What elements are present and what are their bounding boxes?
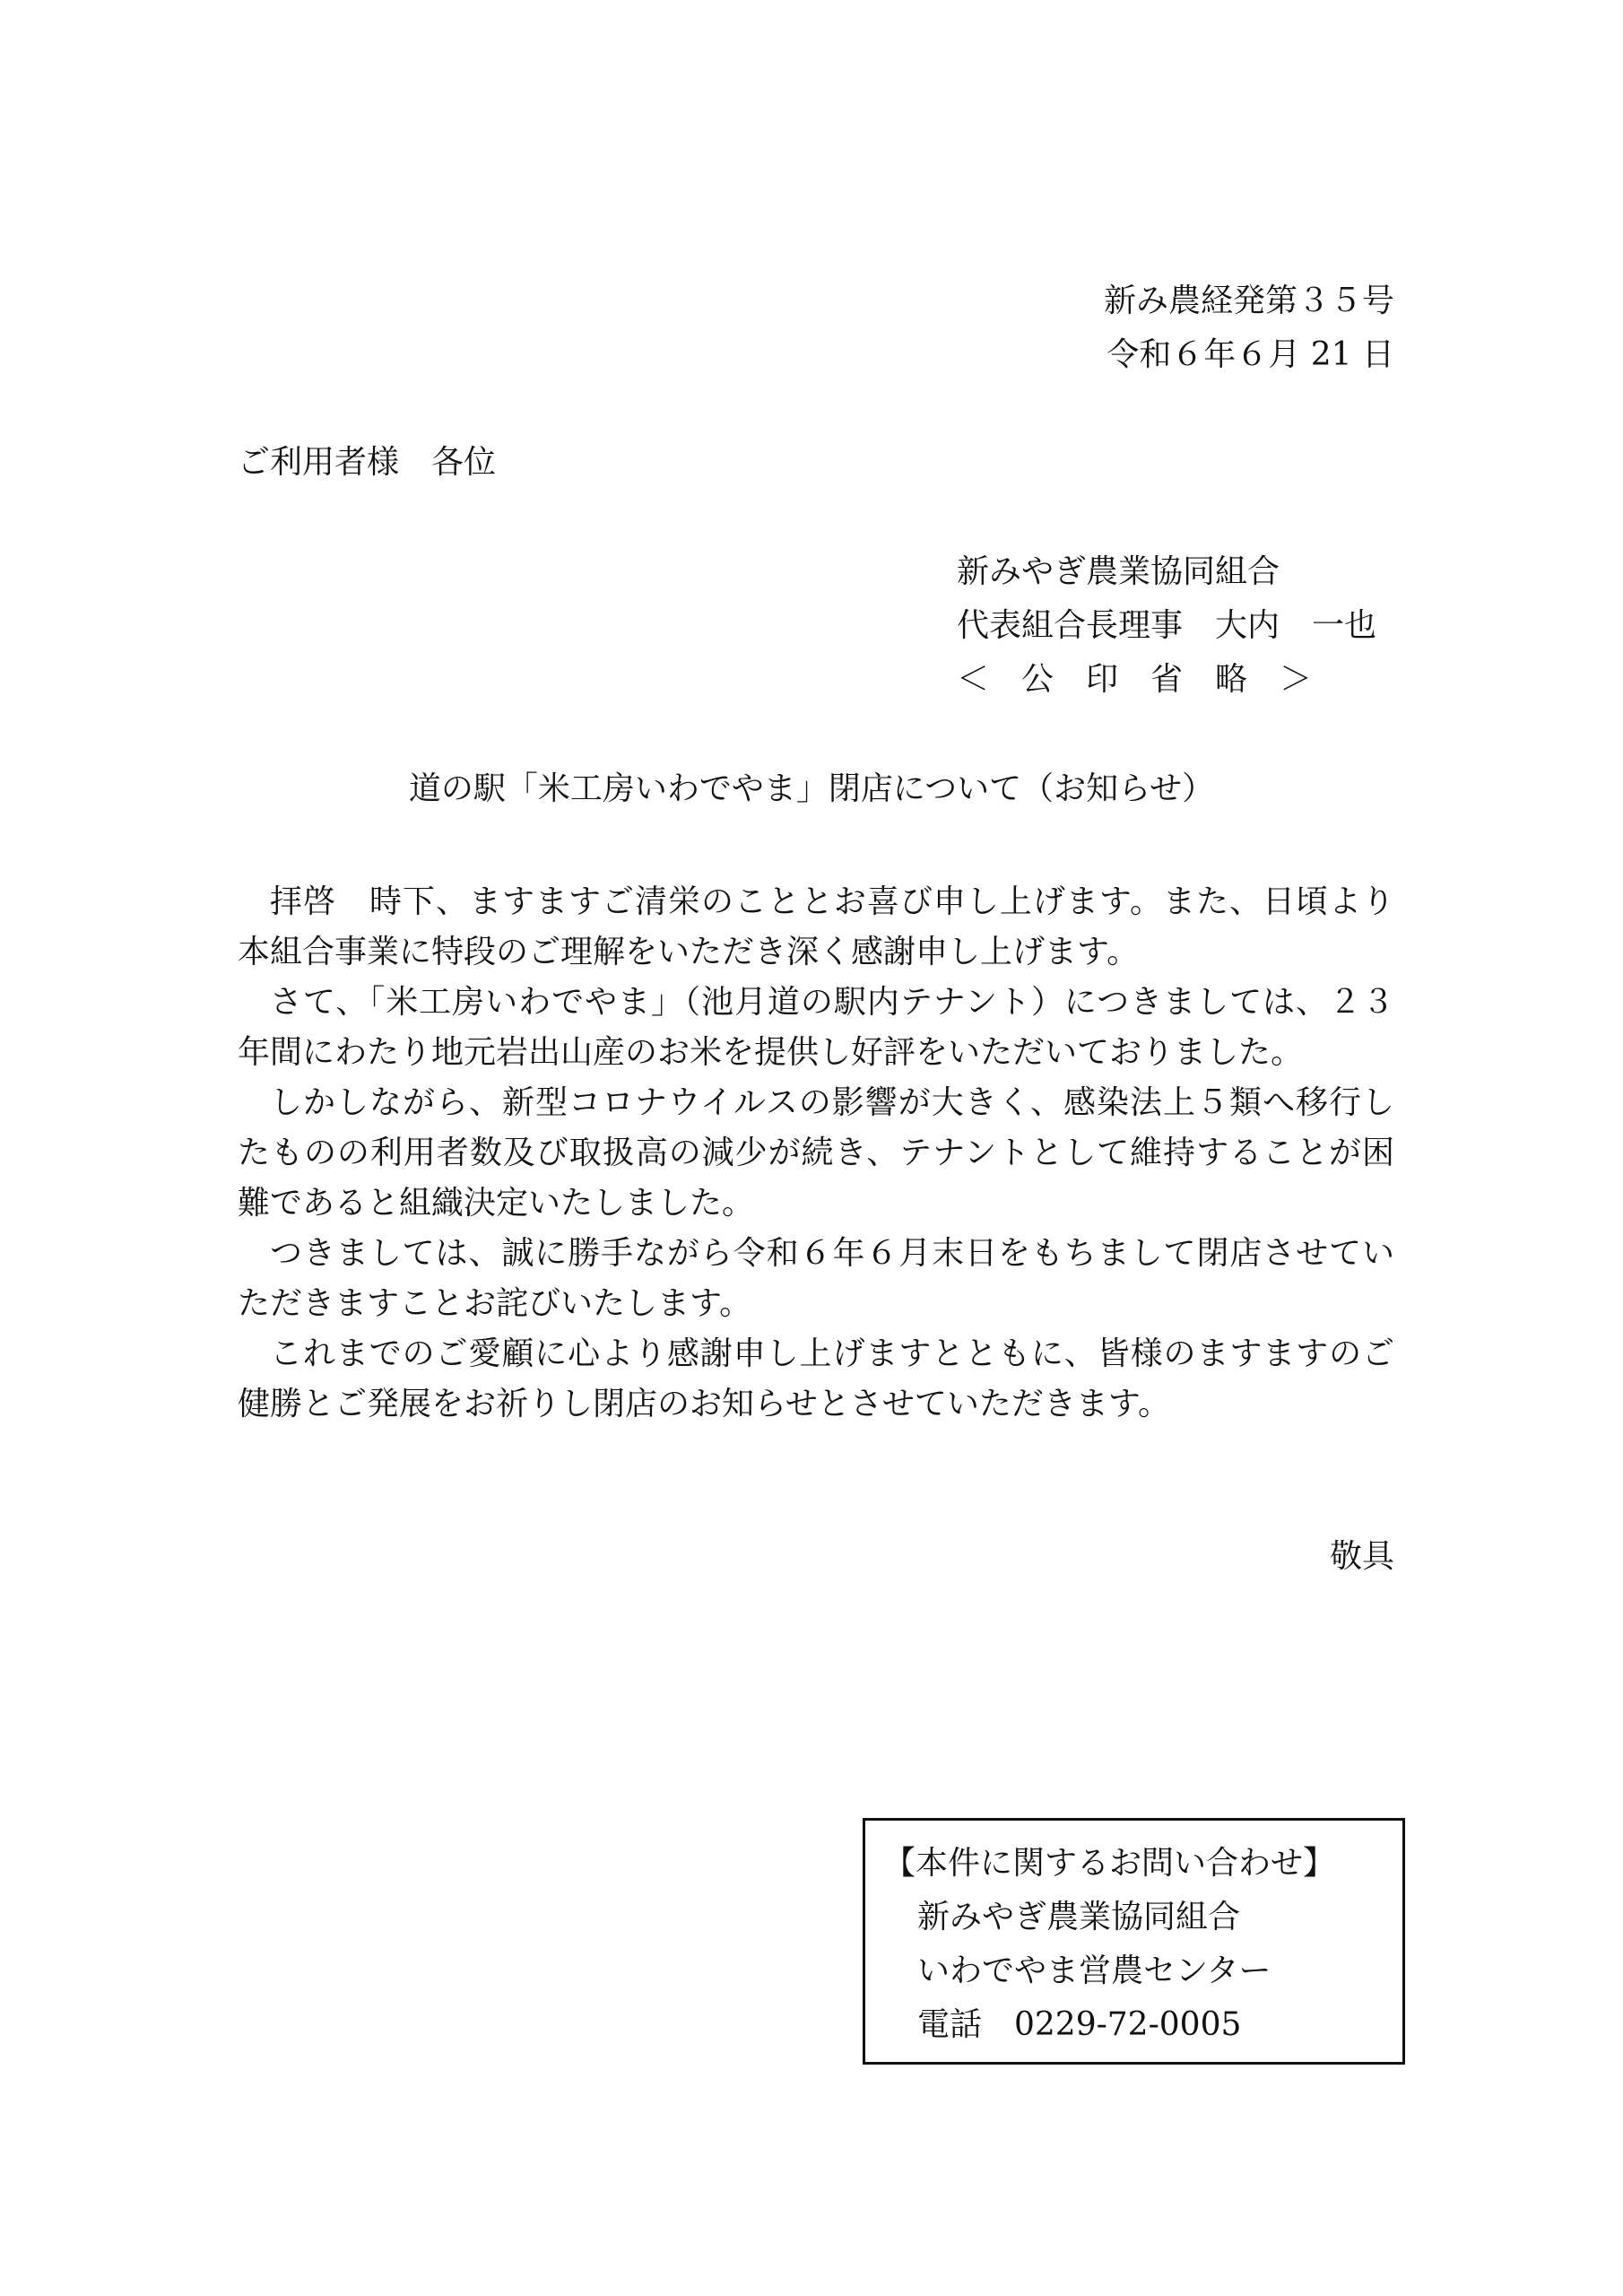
- sender-organization: 新みやぎ農業協同組合: [957, 553, 1280, 590]
- issue-date: 令和６年６月 21 日: [1107, 336, 1394, 373]
- body-paragraph: しかしながら、新型コロナウイルスの影響が大きく、感染法上５類へ移行したものの利用者数及び取扱高の減少が続き、テナントとして維持することが困難であると組織決定いたしました。: [238, 1084, 1394, 1222]
- contact-center: いわでやま営農センター: [917, 1952, 1271, 1989]
- seal-omitted-note: ＜ 公 印 省 略 ＞: [957, 661, 1313, 698]
- contact-heading: 【本件に関するお問い合わせ】: [883, 1845, 1336, 1882]
- body-paragraph: 拝啓 時下、ますますご清栄のこととお喜び申し上げます。また、日頃より本組合事業に特段のご理解をいただき深く感謝申し上げます。: [238, 883, 1394, 970]
- contact-organization: 新みやぎ農業協同組合: [917, 1899, 1241, 1935]
- body-paragraph: つきましては、誠に勝手ながら令和６年６月末日をもちまして閉店させていただきますことお詫びいたします。: [238, 1235, 1394, 1322]
- closing-salutation: 敬具: [1329, 1538, 1394, 1575]
- body-paragraph: さて、「米工房いわでやま」（池月道の駅内テナント）につきましては、２３年間にわたり地元岩出山産のお米を提供し好評をいただいておりました。: [238, 984, 1394, 1071]
- addressee: ご利用者様 各位: [238, 444, 497, 481]
- document-title: 道の駅「米工房いわでやま」閉店について（お知らせ）: [408, 770, 1215, 807]
- contact-box: [863, 1818, 1405, 2065]
- body-paragraph: これまでのご愛顧に心より感謝申し上げますとともに、皆様のますますのご健勝とご発展をお祈りし閉店のお知らせとさせていただきます。: [238, 1335, 1394, 1422]
- contact-phone: 電話 0229-72-0005: [917, 2006, 1242, 2043]
- sender-representative: 代表組合長理事 大内 一也: [957, 607, 1377, 644]
- letter-body: [238, 877, 1394, 1430]
- document-number: 新み農経発第３５号: [1103, 283, 1394, 319]
